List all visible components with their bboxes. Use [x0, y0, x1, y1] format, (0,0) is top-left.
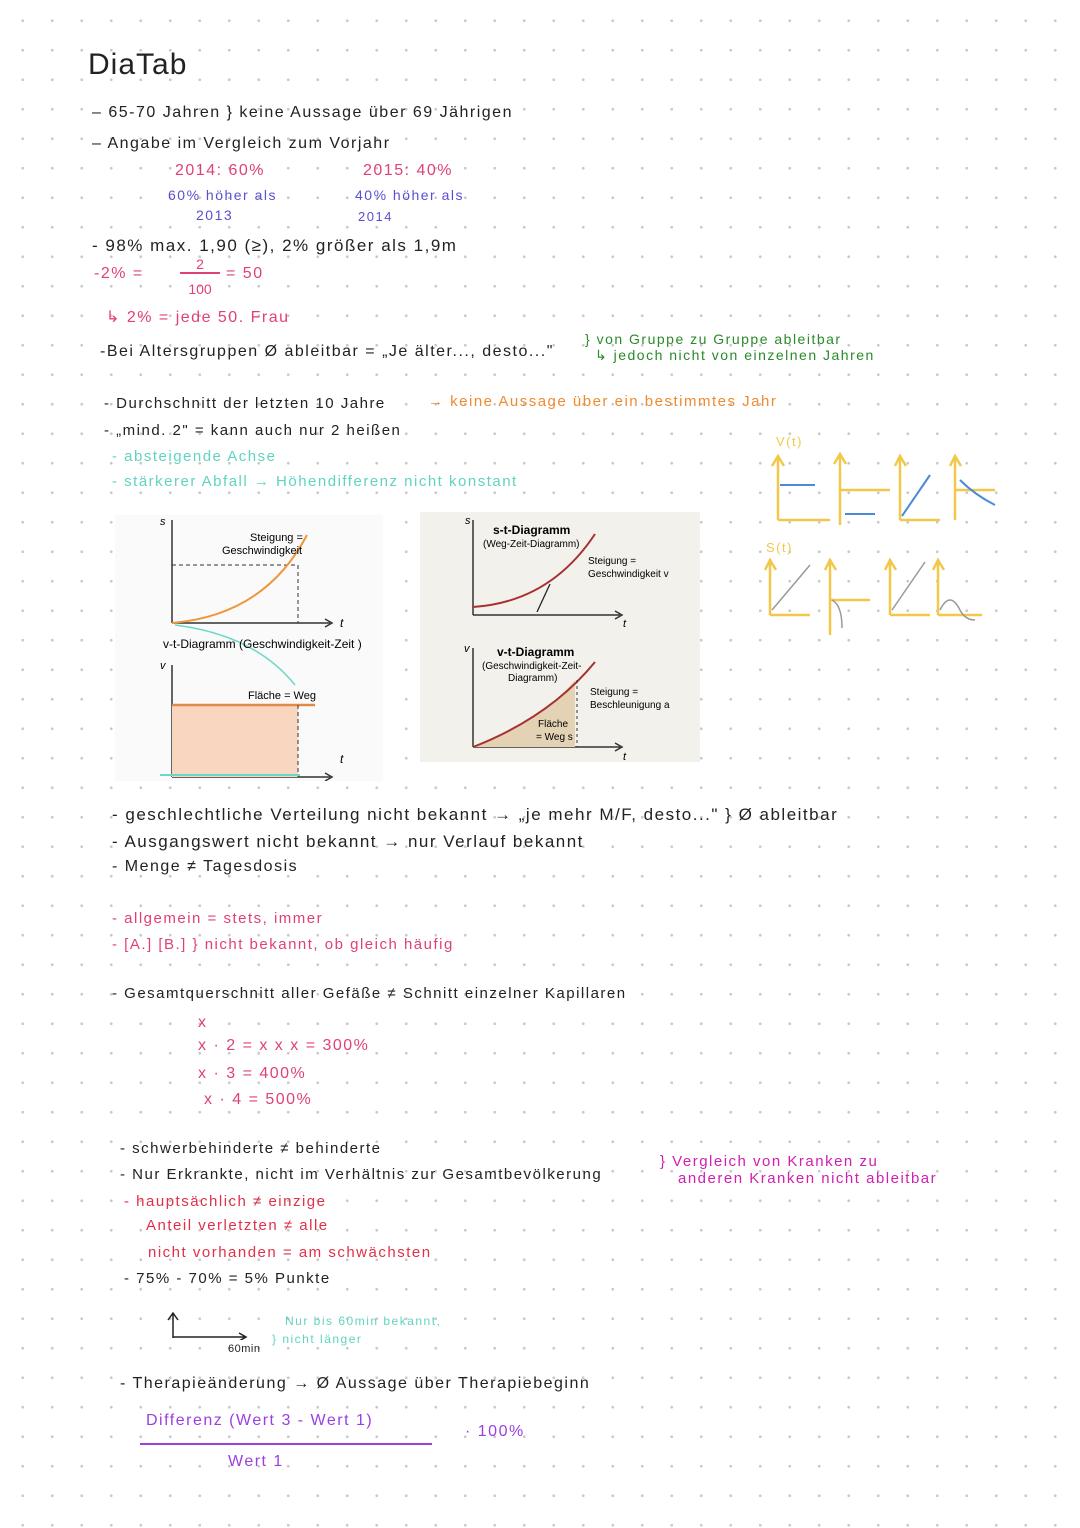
- note-line: - 75% - 70% = 5% Punkte: [124, 1270, 331, 1287]
- note-2013: 2013: [196, 207, 234, 223]
- note-calc: x: [198, 1014, 208, 1031]
- st-title: s-t-Diagramm: [493, 523, 571, 537]
- slope-v: Steigung =: [588, 556, 637, 567]
- note-red: Anteil verletzten ≠ alle: [146, 1217, 329, 1234]
- note-teal: - stärkerer Abfall → Höhendifferenz nicht konstant: [112, 473, 518, 490]
- note-red: - hauptsächlich ≠ einzige: [124, 1193, 327, 1210]
- teal-annotation: [175, 625, 295, 685]
- time-axis-sketch: [165, 1310, 255, 1340]
- note-green: ↳ jedoch nicht von einzelnen Jahren: [595, 347, 875, 363]
- s-axis-label: s: [160, 516, 166, 528]
- slope-a: Beschleunigung a: [590, 700, 670, 711]
- note-2015: 2015: 40%: [363, 162, 454, 179]
- note-line: – Angabe im Vergleich zum Vorjahr: [92, 135, 391, 152]
- st-subtitle: (Weg-Zeit-Diagramm): [483, 539, 580, 550]
- note-calc: x · 4 = 500%: [204, 1091, 313, 1108]
- kinematics-diagrams-right: [420, 512, 700, 762]
- axis-label-60min: 60min: [228, 1343, 261, 1355]
- note-teal: - absteigende Achse: [112, 448, 277, 465]
- t-axis-label: t: [623, 751, 627, 762]
- t-axis-label: t: [340, 752, 344, 766]
- vt-title: v-t-Diagramm: [497, 645, 575, 659]
- note-orange: → keine Aussage über ein bestimmtes Jahr: [428, 393, 778, 410]
- note-line: -Bei Altersgruppen Ø ableitbar = „Je älter..., desto...": [100, 343, 554, 360]
- fraction-numerator: 2: [180, 256, 220, 274]
- note-green: } von Gruppe zu Gruppe ableitbar: [585, 331, 842, 347]
- formula-numerator: Differenz (Wert 3 - Wert 1): [146, 1412, 374, 1429]
- t-axis-label: t: [623, 618, 627, 630]
- slope-label: Steigung =: [250, 532, 303, 544]
- diagram-card-left: [115, 515, 383, 781]
- note-2014-ref: 2014: [358, 209, 393, 224]
- note-red: nicht vorhanden = am schwächsten: [148, 1244, 432, 1261]
- t-axis-label: t: [340, 616, 344, 630]
- note-line: - schwerbehinderte ≠ behinderte: [120, 1140, 382, 1157]
- note-line: - Menge ≠ Tagesdosis: [112, 858, 299, 875]
- st-sketch-label: S(t): [766, 540, 793, 555]
- page-title: DiaTab: [88, 48, 188, 81]
- note-percent: -2% =: [94, 265, 144, 282]
- note-line: - „mind. 2" = kann auch nur 2 heißen: [104, 422, 402, 439]
- note-pink: - [A.] [B.] } nicht bekannt, ob gleich häufig: [112, 936, 454, 953]
- formula-multiplier: · 100%: [465, 1423, 525, 1440]
- s-axis-label: s: [465, 515, 471, 527]
- note-magenta: } Vergleich von Kranken zu: [660, 1153, 879, 1170]
- v-axis-label: v: [464, 643, 470, 655]
- note-pink: - allgemein = stets, immer: [112, 910, 324, 927]
- motion-sketches: [760, 450, 1000, 640]
- note-line: - Nur Erkrankte, nicht im Verhältnis zur Gesamtbevölkerung: [120, 1166, 603, 1183]
- slope-a: Steigung =: [590, 687, 639, 698]
- note-60-higher: 60% höher als: [168, 187, 278, 203]
- note-line: – 65-70 Jahren } keine Aussage über 69 Jährigen: [92, 104, 513, 121]
- note-result: = 50: [226, 265, 264, 282]
- fraction-denominator: 100: [188, 281, 212, 297]
- note-calc: x · 2 = x x x = 300%: [198, 1037, 370, 1054]
- area-label: = Weg s: [536, 732, 573, 743]
- fraction-bar: [140, 1443, 432, 1445]
- note-2014: 2014: 60%: [175, 162, 266, 179]
- vt-subtitle: Diagramm): [508, 673, 558, 684]
- note-line: - Ausgangswert nicht bekannt → nur Verlauf bekannt: [112, 832, 584, 851]
- vt-subtitle: (Geschwindigkeit-Zeit-: [482, 661, 582, 672]
- vt-title: v-t-Diagramm (Geschwindigkeit-Zeit ): [163, 637, 362, 651]
- area-label: Fläche: [538, 719, 569, 730]
- note-line: ↳ 2% = jede 50. Frau: [106, 309, 290, 326]
- note-line: - 98% max. 1,90 (≥), 2% größer als 1,9m: [92, 236, 458, 255]
- note-teal: Nur bis 60min bekannt,: [285, 1314, 442, 1328]
- note-magenta: anderen Kranken nicht ableitbar: [678, 1170, 938, 1187]
- note-teal: } nicht länger: [272, 1332, 363, 1346]
- note-calc: x · 3 = 400%: [198, 1065, 307, 1082]
- area-fill: [172, 705, 298, 777]
- note-line: - Gesamtquerschnitt aller Gefäße ≠ Schnitt einzelner Kapillaren: [112, 985, 627, 1002]
- area-label: Fläche = Weg: [248, 690, 316, 702]
- vt-sketch-label: V(t): [776, 434, 803, 449]
- slope-v: Geschwindigkeit v: [588, 569, 669, 580]
- note-40-higher: 40% höher als: [355, 187, 465, 203]
- kinematics-diagrams-left: [115, 515, 383, 781]
- note-line: - Durchschnitt der letzten 10 Jahre: [104, 395, 386, 412]
- slope-label: Geschwindigkeit: [222, 545, 303, 557]
- diagram-card-right: [420, 512, 700, 762]
- note-line: - Therapieänderung → Ø Aussage über Therapiebeginn: [120, 1375, 591, 1392]
- note-line: - geschlechtliche Verteilung nicht bekannt → „je mehr M/F, desto..." } Ø ableitbar: [112, 805, 839, 824]
- formula-denominator: Wert 1: [228, 1453, 284, 1470]
- v-axis-label: v: [160, 660, 166, 672]
